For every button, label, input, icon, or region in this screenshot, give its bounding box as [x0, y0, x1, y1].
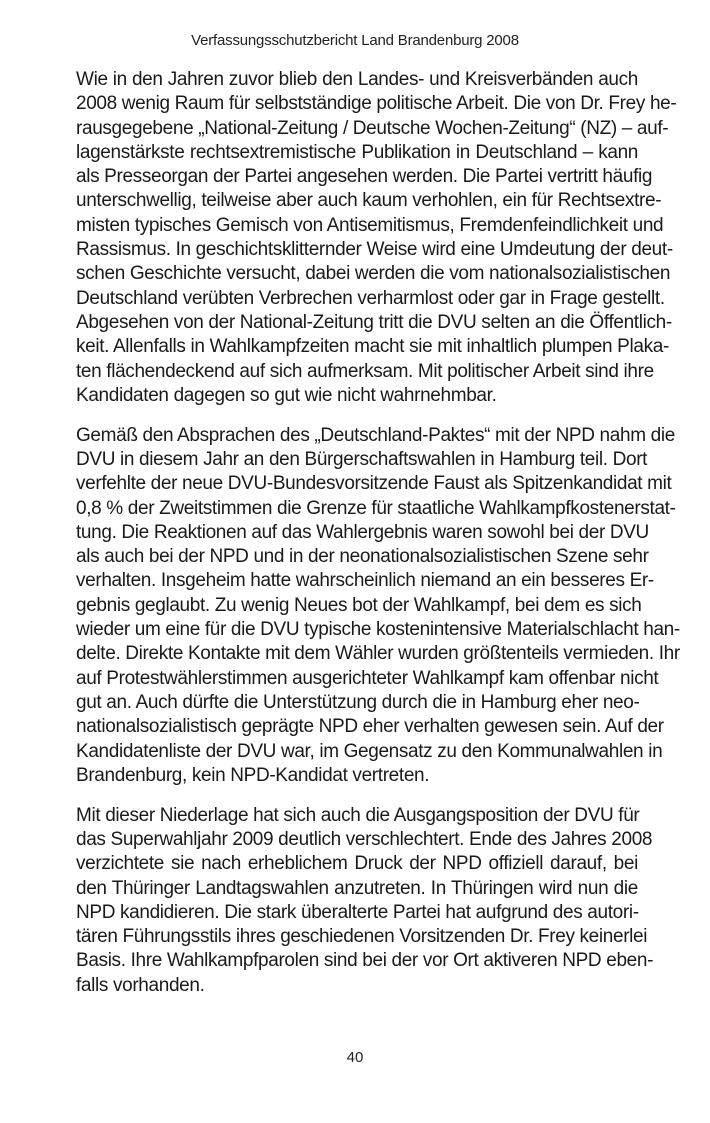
text-line: Mit dieser Niederlage hat sich auch die Ausgangsposition der DVU für	[76, 804, 640, 826]
text-line: gut an. Auch dürfte die Unterstützung durch die in Hamburg eher neo-	[76, 691, 640, 713]
text-line: tären Führungsstils ihres geschiedenen Vorsitzenden Dr. Frey keinerlei	[76, 926, 648, 948]
paragraph	[76, 804, 654, 998]
text-line: Wie in den Jahren zuvor blieb den Landes- und Kreisverbänden auch	[76, 69, 638, 90]
text-line: Deutschland verübten Verbrechen verharmlost oder gar in Frage gestellt.	[76, 287, 665, 309]
text-line: das Superwahljahr 2009 deutlich verschlechtert. Ende des Jahres 2008	[76, 828, 653, 850]
text-line: den Thüringer Landtagswahlen anzutreten. In Thüringen wird nun die	[76, 877, 638, 899]
text-line: Gemäß den Absprachen des „Deutschland-Paktes“ mit der NPD nahm die	[76, 424, 675, 446]
text-line: Kandidaten dagegen so gut wie nicht wahrnehmbar.	[76, 384, 497, 406]
text-line: lagenstärkste rechtsextremistische Publikation in Deutschland – kann	[76, 141, 638, 163]
text-line: Brandenburg, kein NPD-Kandidat vertreten.	[76, 764, 430, 786]
text-line: rausgegebene „National-Zeitung / Deutsche Wochen-Zeitung“ (NZ) – auf-	[76, 117, 669, 139]
text-line: 2008 wenig Raum für selbstständige politische Arbeit. Die von Dr. Frey he-	[76, 93, 677, 115]
text-line: DVU in diesem Jahr an den Bürgerschaftswahlen in Hamburg teil. Dort	[76, 448, 648, 470]
text-line: Basis. Ihre Wahlkampfparolen sind bei der vor Ort aktiveren NPD eben-	[76, 950, 654, 972]
body-text	[76, 68, 680, 1013]
text-line: wieder um eine für die DVU typische kostenintensive Materialschlacht han-	[76, 619, 680, 641]
page-header: Verfassungsschutzbericht Land Brandenburg 2008	[191, 32, 519, 49]
page-number: 40	[346, 1049, 364, 1066]
text-line: Rassismus. In geschichtsklitternder Weise wird eine Umdeutung der deut-	[76, 239, 673, 261]
text-line: ten flächendeckend auf sich aufmerksam. Mit politischer Arbeit sind ihre	[76, 360, 654, 382]
text-line: Abgesehen von der National-Zeitung tritt die DVU selten an die Öffentlich-	[76, 311, 672, 333]
text-line: nationalsozialistisch geprägte NPD eher verhalten gewesen sein. Auf der	[76, 716, 664, 738]
text-line: Kandidatenliste der DVU war, im Gegensatz zu den Kommunalwahlen in	[76, 740, 663, 762]
text-line: verzichtete sie nach erheblichem Druck der NPD offiziell darauf, bei	[76, 853, 638, 875]
text-line: auf Protestwählerstimmen ausgerichteter Wahlkampf kam offenbar nicht	[76, 667, 659, 689]
text-line: delte. Direkte Kontakte mit dem Wähler wurden größtenteils vermieden. Ihr	[76, 643, 680, 665]
text-line: falls vorhanden.	[76, 974, 205, 996]
text-line: als auch bei der NPD und in der neonationalsozialistischen Szene sehr	[76, 546, 649, 568]
text-line: NPD kandidieren. Die stark überalterte Partei hat aufgrund des autori-	[76, 901, 639, 923]
text-line: keit. Allenfalls in Wahlkampfzeiten macht sie mit inhaltlich plumpen Plaka-	[76, 336, 669, 358]
paragraph	[76, 68, 677, 408]
text-line: gebnis geglaubt. Zu wenig Neues bot der Wahlkampf, bei dem es sich	[76, 594, 642, 616]
text-line: schen Geschichte versucht, dabei werden die vom nationalsozialistischen	[76, 263, 671, 285]
text-line: unterschwellig, teilweise aber auch kaum verhohlen, ein für Rechtsextre-	[76, 190, 662, 212]
text-line: verfehlte der neue DVU-Bundesvorsitzende Faust als Spitzenkandidat mit	[76, 473, 672, 495]
text-line: tung. Die Reaktionen auf das Wahlergebnis waren sowohl bei der DVU	[76, 521, 649, 543]
paragraph	[76, 424, 680, 788]
text-line: 0,8 % der Zweitstimmen die Grenze für staatliche Wahlkampfkostenerstat-	[76, 497, 676, 519]
text-line: als Presseorgan der Partei angesehen werden. Die Partei vertritt häufig	[76, 166, 653, 188]
text-line: misten typisches Gemisch von Antisemitismus, Fremdenfeindlichkeit und	[76, 214, 664, 236]
text-line: verhalten. Insgeheim hatte wahrscheinlich niemand an ein besseres Er-	[76, 570, 654, 592]
